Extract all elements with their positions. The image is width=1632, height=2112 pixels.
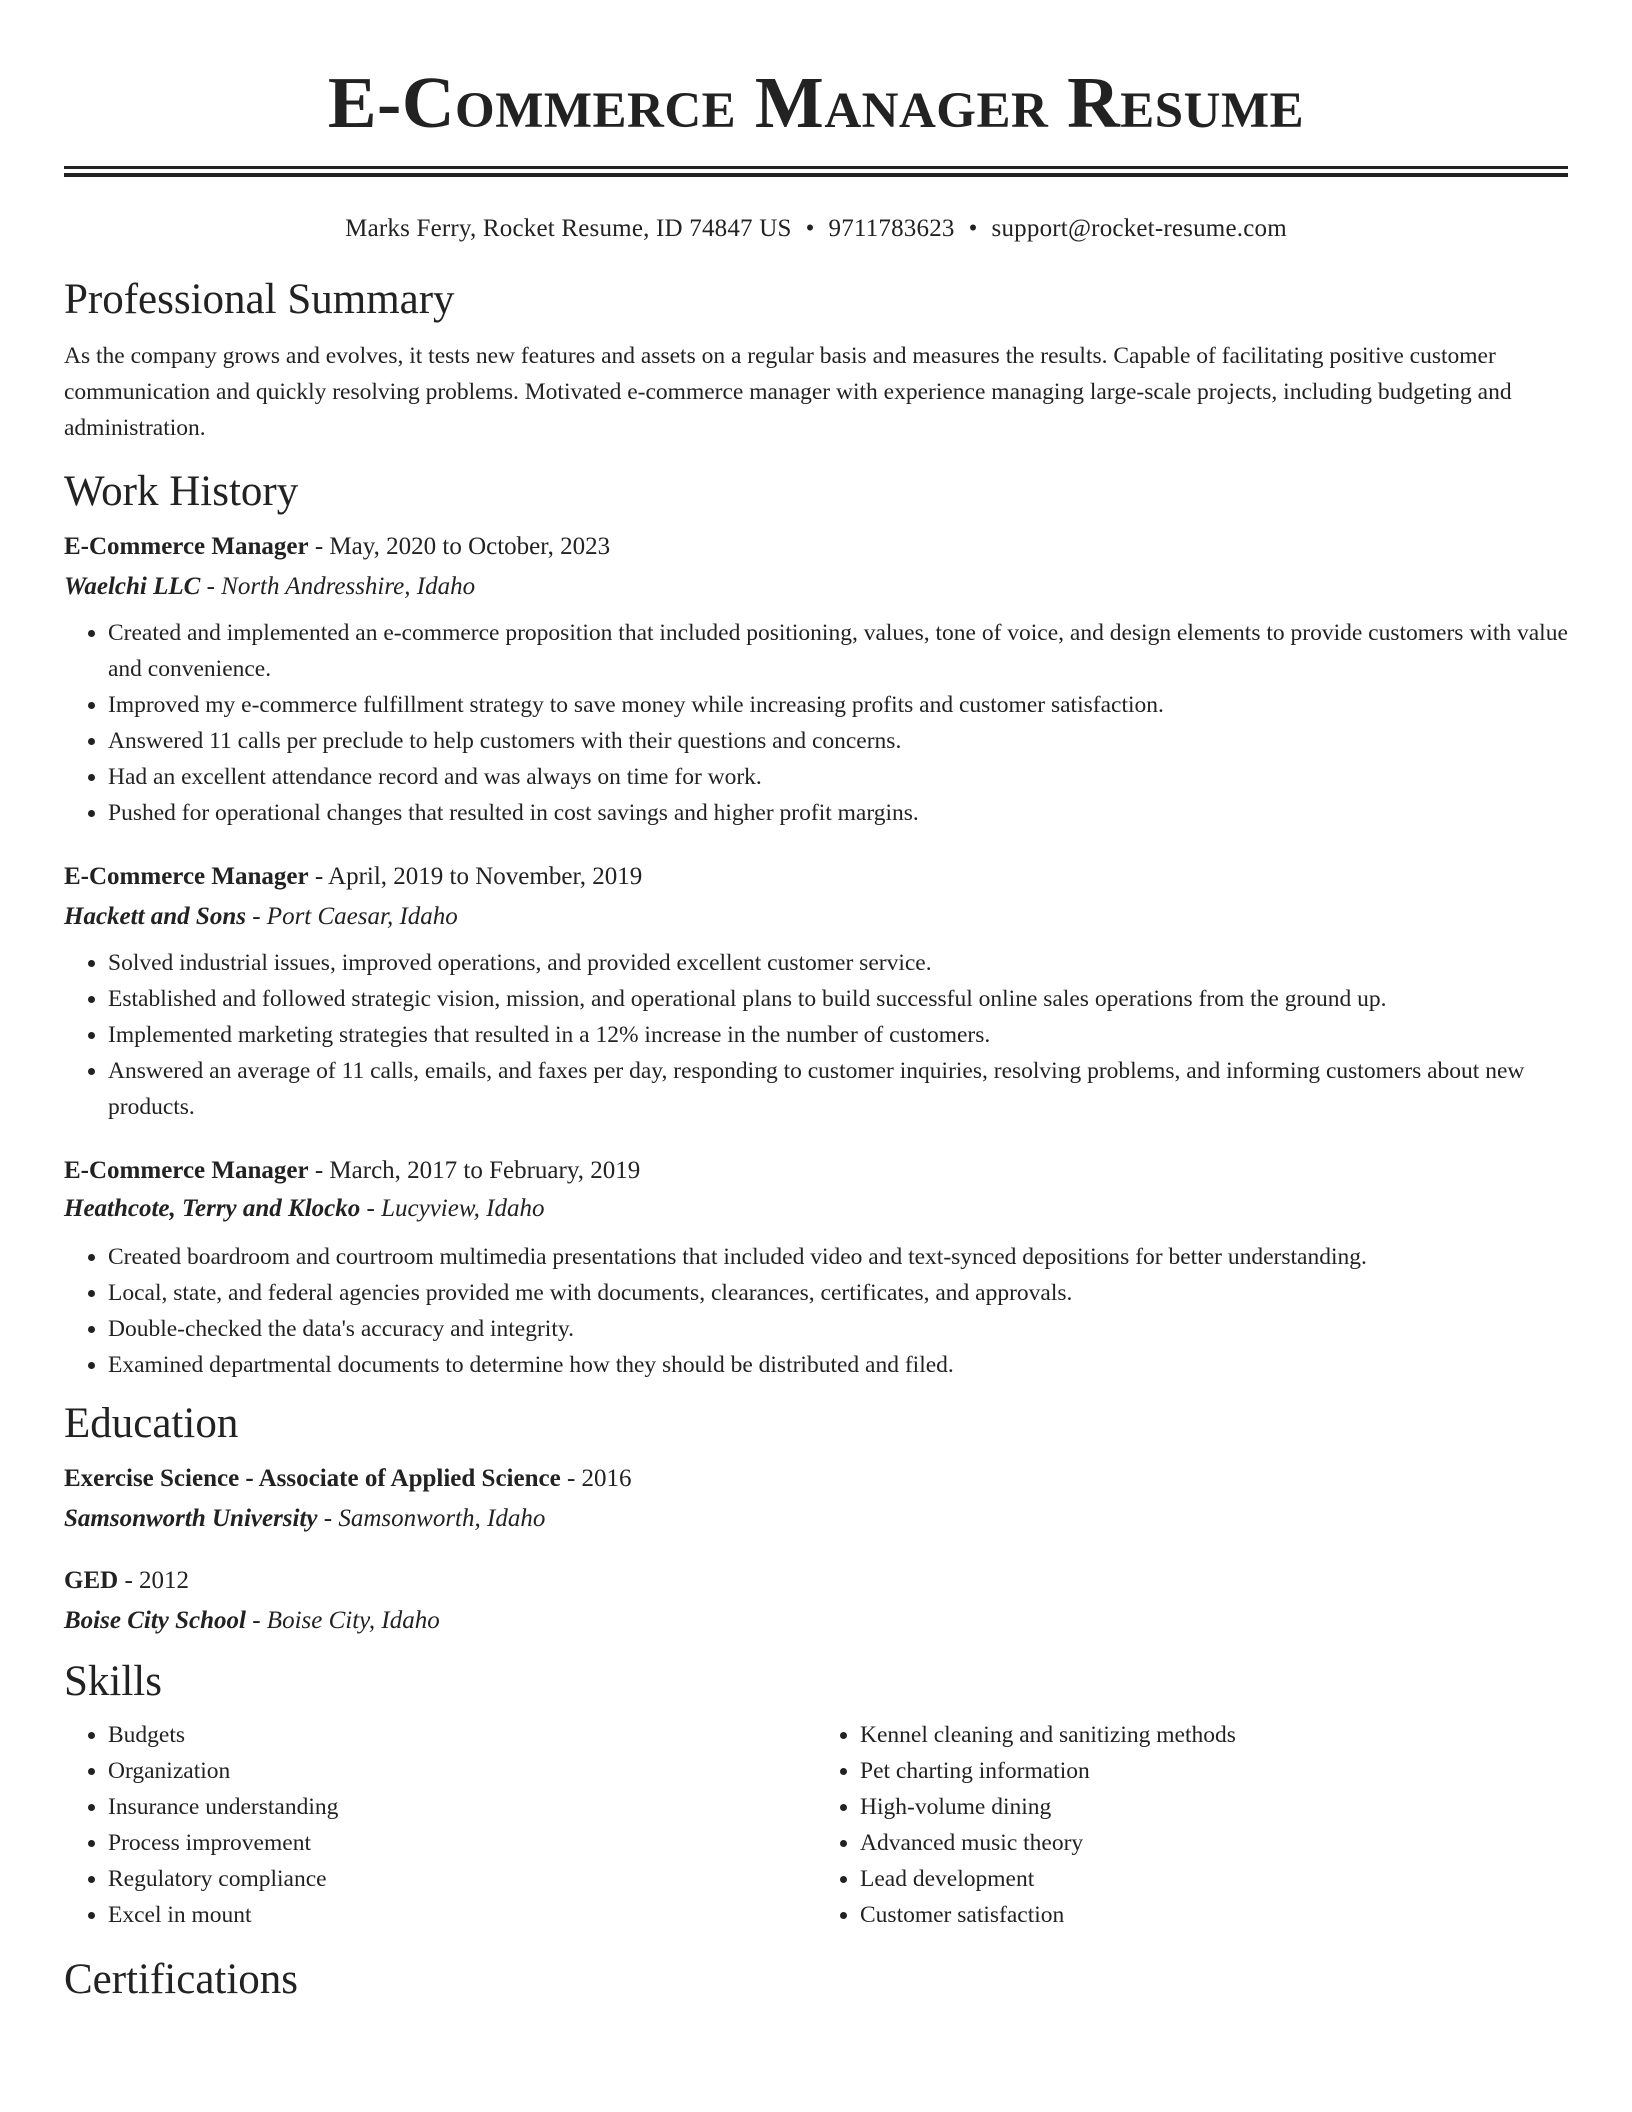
skill-item: • High-volume dining: [860, 1789, 1568, 1825]
list-item: • Examined departmental documents to determine how they should be distributed and filed.: [108, 1347, 1568, 1383]
skill-item: • Regulatory compliance: [108, 1861, 816, 1897]
contact-phone: 9711783623: [828, 215, 955, 242]
skill-item: • Process improvement: [108, 1825, 816, 1861]
list-item: • Established and followed strategic vision, mission, and operational plans to build successful online sales operations from the ground up.: [108, 981, 1568, 1017]
resume-title: E-Commerce Manager Resume: [327, 62, 1305, 143]
skills-heading: Skills: [64, 1658, 162, 1705]
education-heading: Education: [64, 1400, 239, 1447]
skill-item: • Customer satisfaction: [860, 1897, 1568, 1933]
job-bullets: [64, 1239, 1568, 1383]
job-company-line: [64, 571, 1568, 603]
skills-list-right: [816, 1717, 1568, 1933]
list-item: • Double-checked the data's accuracy and integrity.: [108, 1311, 1568, 1347]
skill-item: • Kennel cleaning and sanitizing methods: [860, 1717, 1568, 1753]
resume-content: [64, 0, 1568, 2005]
list-item: • Local, state, and federal agencies provided me with documents, clearances, certificates, and approvals.: [108, 1275, 1568, 1311]
education-location: - Boise City, Idaho: [245, 1607, 440, 1634]
skill-item: • Budgets: [108, 1717, 816, 1753]
job-company-line: [64, 901, 1568, 933]
job-dates: - April, 2019 to November, 2019: [308, 863, 643, 890]
education-degree: Exercise Science - Associate of Applied Science: [64, 1465, 561, 1492]
skill-item: • Excel in mount: [108, 1897, 816, 1933]
contact-address: Marks Ferry, Rocket Resume, ID 74847 US: [345, 215, 792, 242]
job-company: Heathcote, Terry and Klocko: [64, 1195, 361, 1222]
job-company: Waelchi LLC: [64, 573, 201, 600]
summary-text: As the company grows and evolves, it tests new features and assets on a regular basis and measures the results. Capable of facilitating positive customer communication and quickly resolving problems. Motivated e-commerce manager with experience managing large-scale projects, including budgeting and administration.: [64, 343, 1512, 441]
skills-columns: [64, 1717, 1568, 1933]
education-entry: [64, 1565, 1568, 1637]
list-item: • Created boardroom and courtroom multimedia presentations that included video and text-synced depositions for better understanding.: [108, 1239, 1568, 1275]
job-title: E-Commerce Manager: [64, 1157, 309, 1184]
title-divider: [64, 166, 1568, 177]
contact-separator: •: [968, 215, 978, 242]
list-item: • Improved my e-commerce fulfillment strategy to save money while increasing profits and customer satisfaction.: [108, 687, 1568, 723]
education-school: Boise City School: [64, 1607, 246, 1634]
skill-item: • Insurance understanding: [108, 1789, 816, 1825]
list-item: • Pushed for operational changes that resulted in cost savings and higher profit margins.: [108, 795, 1568, 831]
job-bullets: [64, 945, 1568, 1125]
education-degree: GED: [64, 1567, 119, 1594]
job-dates: - March, 2017 to February, 2019: [308, 1157, 641, 1184]
education-year: - 2012: [118, 1567, 190, 1594]
education-school-line: [64, 1605, 1568, 1637]
certifications-heading: Certifications: [64, 1956, 299, 2003]
job-company-line: [64, 1193, 1568, 1225]
job-header: [64, 1155, 1568, 1187]
job-entry: [64, 861, 1568, 1125]
job-company: Hackett and Sons: [64, 903, 246, 930]
skills-list-left: [64, 1717, 816, 1933]
job-bullets: [64, 615, 1568, 831]
list-item: • Solved industrial issues, improved operations, and provided excellent customer service.: [108, 945, 1568, 981]
job-entry: [64, 1155, 1568, 1383]
job-title: E-Commerce Manager: [64, 863, 309, 890]
education-year: - 2016: [560, 1465, 632, 1492]
list-item: • Implemented marketing strategies that resulted in a 12% increase in the number of customers.: [108, 1017, 1568, 1053]
contact-separator: •: [805, 215, 815, 242]
skill-item: • Advanced music theory: [860, 1825, 1568, 1861]
education-school-line: [64, 1503, 1568, 1535]
job-header: [64, 861, 1568, 893]
education-entry: [64, 1463, 1568, 1535]
contact-email: support@rocket-resume.com: [991, 215, 1287, 242]
skill-item: • Organization: [108, 1753, 816, 1789]
job-dates: - May, 2020 to October, 2023: [308, 533, 611, 560]
job-location: - Lucyview, Idaho: [360, 1195, 545, 1222]
list-item: • Answered 11 calls per preclude to help customers with their questions and concerns.: [108, 723, 1568, 759]
summary-heading: Professional Summary: [64, 276, 455, 323]
work-history-heading: Work History: [64, 468, 299, 515]
education-school: Samsonworth University: [64, 1505, 318, 1532]
job-entry: [64, 531, 1568, 831]
list-item: • Had an excellent attendance record and was always on time for work.: [108, 759, 1568, 795]
list-item: • Created and implemented an e-commerce proposition that included positioning, values, tone of voice, and design elements to provide customers with value and convenience.: [108, 615, 1568, 687]
job-location: - North Andresshire, Idaho: [200, 573, 476, 600]
education-header: [64, 1565, 1568, 1597]
skill-item: • Pet charting information: [860, 1753, 1568, 1789]
job-header: [64, 531, 1568, 563]
skill-item: • Lead development: [860, 1861, 1568, 1897]
job-title: E-Commerce Manager: [64, 533, 309, 560]
education-location: - Samsonworth, Idaho: [317, 1505, 546, 1532]
job-location: - Port Caesar, Idaho: [245, 903, 458, 930]
contact-line: [64, 213, 1568, 245]
education-header: [64, 1463, 1568, 1495]
list-item: • Answered an average of 11 calls, emails, and faxes per day, responding to customer inquiries, resolving problems, and informing customers about new products.: [108, 1053, 1568, 1125]
